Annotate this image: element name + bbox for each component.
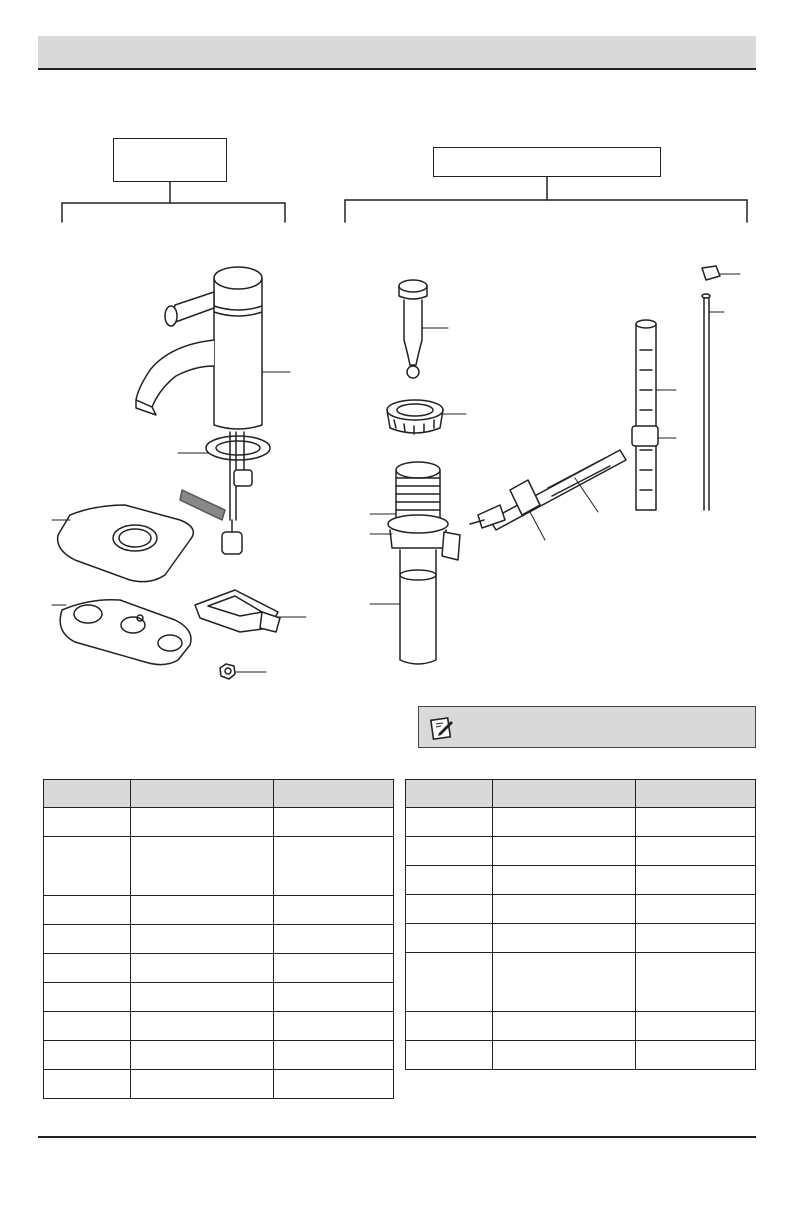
table-cell xyxy=(493,866,636,895)
table-row xyxy=(406,924,756,953)
table-cell xyxy=(44,954,131,983)
table-row xyxy=(406,1012,756,1041)
table-cell xyxy=(274,983,394,1012)
table-cell xyxy=(44,925,131,954)
table-row xyxy=(44,954,394,983)
table-cell xyxy=(406,953,493,1012)
table-cell xyxy=(406,837,493,866)
table-cell xyxy=(44,1041,131,1070)
table-cell xyxy=(636,924,756,953)
table-cell xyxy=(44,1012,131,1041)
faucet-bracket xyxy=(62,182,285,222)
table-cell xyxy=(493,953,636,1012)
table-cell xyxy=(636,895,756,924)
table-row xyxy=(406,953,756,1012)
table-cell xyxy=(493,924,636,953)
table-cell xyxy=(131,1012,274,1041)
table-cell xyxy=(406,1012,493,1041)
table-cell xyxy=(274,954,394,983)
table-cell xyxy=(636,1012,756,1041)
table-row xyxy=(406,1041,756,1070)
deck-plate-illustration xyxy=(58,505,194,582)
table-row xyxy=(44,896,394,925)
table-cell xyxy=(274,1041,394,1070)
table-cell xyxy=(406,808,493,837)
table-cell xyxy=(493,895,636,924)
table-cell xyxy=(44,896,131,925)
table-cell xyxy=(636,866,756,895)
table-row xyxy=(44,1041,394,1070)
table-row xyxy=(44,983,394,1012)
table-cell xyxy=(406,895,493,924)
table-cell xyxy=(636,837,756,866)
nut-illustration xyxy=(220,664,235,679)
table-cell xyxy=(44,837,131,896)
table-cell xyxy=(406,1041,493,1070)
flange-illustration xyxy=(387,400,443,434)
table-cell xyxy=(274,808,394,837)
table-cell xyxy=(131,837,274,896)
pivot-rod-illustration xyxy=(470,450,626,530)
column-header xyxy=(131,780,274,808)
table-cell xyxy=(44,808,131,837)
table-cell xyxy=(493,1041,636,1070)
table-cell xyxy=(406,924,493,953)
table-cell xyxy=(406,866,493,895)
note-box xyxy=(418,706,756,748)
footer-divider xyxy=(38,1136,756,1138)
table-cell xyxy=(493,808,636,837)
table-cell xyxy=(636,808,756,837)
column-header xyxy=(636,780,756,808)
table-cell xyxy=(131,925,274,954)
table-cell xyxy=(131,1070,274,1099)
table-cell xyxy=(636,953,756,1012)
table-row xyxy=(406,808,756,837)
clevis-illustration xyxy=(632,320,658,510)
table-row xyxy=(44,808,394,837)
stopper-illustration xyxy=(399,280,427,378)
table-cell xyxy=(274,896,394,925)
table-row xyxy=(406,895,756,924)
table-cell xyxy=(274,925,394,954)
column-header xyxy=(406,780,493,808)
table-cell xyxy=(274,1070,394,1099)
parts-table-right xyxy=(405,779,756,1070)
table-cell xyxy=(636,1041,756,1070)
table-cell xyxy=(131,1041,274,1070)
table-cell xyxy=(493,1012,636,1041)
column-header xyxy=(44,780,131,808)
lift-rod-illustration xyxy=(702,266,720,510)
table-cell xyxy=(274,1012,394,1041)
parts-table-left xyxy=(43,779,394,1099)
table-cell xyxy=(493,837,636,866)
mounting-bracket-illustration xyxy=(195,590,280,632)
table-cell xyxy=(44,983,131,1012)
column-header xyxy=(493,780,636,808)
table-row xyxy=(44,1012,394,1041)
note-pencil-icon xyxy=(429,715,455,741)
table-row xyxy=(406,837,756,866)
table-row xyxy=(44,1070,394,1099)
table-cell xyxy=(44,1070,131,1099)
drain-body-illustration xyxy=(388,462,460,664)
table-header-row xyxy=(406,780,756,808)
table-cell xyxy=(274,837,394,896)
faucet-illustration xyxy=(136,267,270,554)
table-cell xyxy=(131,808,274,837)
table-cell xyxy=(131,954,274,983)
table-row xyxy=(44,837,394,896)
table-cell xyxy=(131,896,274,925)
table-cell xyxy=(131,983,274,1012)
table-row xyxy=(44,925,394,954)
table-row xyxy=(406,866,756,895)
table-header-row xyxy=(44,780,394,808)
drain-bracket xyxy=(345,177,747,222)
column-header xyxy=(274,780,394,808)
deck-gasket-illustration xyxy=(60,600,191,665)
